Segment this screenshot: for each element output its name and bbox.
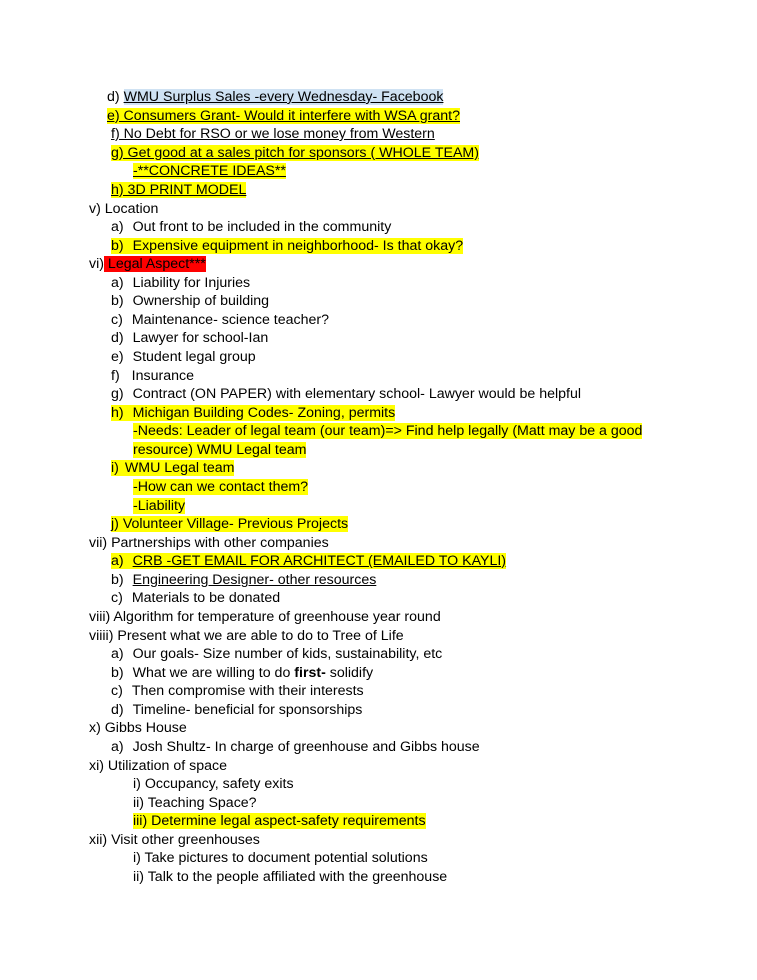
sub-note: resource) WMU Legal team [133, 442, 307, 458]
sub-note: -Needs: Leader of legal team (our team)=> Find help legally (Matt may be a good [133, 423, 643, 439]
list-item: b) Engineering Designer- other resources [111, 572, 377, 588]
list-item: h) Michigan Building Codes- Zoning, permits [111, 405, 396, 421]
item-g-sub [133, 162, 286, 180]
section-viiii-heading: viiii) Present what we are able to do to Tree of Life [89, 628, 404, 644]
item-f [111, 125, 435, 143]
list-item: f) Insurance [111, 368, 194, 384]
list-item: a) Our goals- Size number of kids, sustainability, etc [111, 646, 443, 662]
section-vi-heading: vi) Legal Aspect*** [89, 256, 206, 272]
list-item: a) Liability for Injuries [111, 275, 251, 291]
item-g-text: g) Get good at a sales pitch for sponsors ( WHOLE TEAM) [111, 145, 479, 161]
item-d-text: WMU Surplus Sales -every Wednesday- Facebook [123, 89, 444, 105]
item-h-text: h) 3D PRINT MODEL [111, 182, 247, 198]
list-item: b) Expensive equipment in neighborhood- Is that okay? [111, 238, 464, 254]
sub-note: -Liability [133, 498, 186, 514]
item-f-text: f) No Debt for RSO or we lose money from Western [111, 126, 435, 142]
list-item: d) Timeline- beneficial for sponsorships [111, 702, 363, 718]
item-d [107, 88, 443, 106]
section-vii-heading: vii) Partnerships with other companies [89, 535, 329, 551]
list-item: iii) Determine legal aspect-safety requirements [133, 813, 426, 829]
list-item: ii) Talk to the people affiliated with the greenhouse [133, 869, 448, 885]
list-item: g) Contract (ON PAPER) with elementary school- Lawyer would be helpful [111, 386, 582, 402]
section-xii-heading: xii) Visit other greenhouses [89, 832, 260, 848]
list-item: e) Student legal group [111, 349, 256, 365]
section-viii-heading: viii) Algorithm for temperature of greenhouse year round [89, 609, 441, 625]
item-e [107, 107, 460, 125]
list-item: i) Occupancy, safety exits [133, 776, 294, 792]
list-item: ii) Teaching Space? [133, 795, 257, 811]
section-xi-heading: xi) Utilization of space [89, 758, 227, 774]
legal-aspect-heading: Legal Aspect*** [103, 256, 206, 272]
sub-note: -How can we contact them? [133, 479, 309, 495]
list-item: b) Ownership of building [111, 293, 270, 309]
list-item: i) WMU Legal team [111, 460, 235, 476]
section-x-heading: x) Gibbs House [89, 720, 187, 736]
list-item: c) Then compromise with their interests [111, 683, 364, 699]
item-d-marker: d) [107, 89, 120, 105]
list-item: c) Maintenance- science teacher? [111, 312, 329, 328]
list-item: a) Out front to be included in the community [111, 219, 392, 235]
item-g-sub-text: -**CONCRETE IDEAS** [133, 163, 286, 179]
item-h [111, 181, 246, 199]
list-item: j) Volunteer Village- Previous Projects [111, 516, 349, 532]
list-item: d) Lawyer for school-Ian [111, 330, 269, 346]
list-item: b) What we are willing to do first- solidify [111, 665, 374, 681]
section-v-heading: v) Location [89, 201, 159, 217]
item-g [111, 144, 479, 162]
item-e-text: e) Consumers Grant- Would it interfere with WSA grant? [107, 108, 460, 124]
list-item: c) Materials to be donated [111, 590, 281, 606]
list-item: a) Josh Shultz- In charge of greenhouse and Gibbs house [111, 739, 480, 755]
list-item: a) CRB -GET EMAIL FOR ARCHITECT (EMAILED TO KAYLI) [111, 553, 507, 569]
list-item: i) Take pictures to document potential solutions [133, 850, 428, 866]
